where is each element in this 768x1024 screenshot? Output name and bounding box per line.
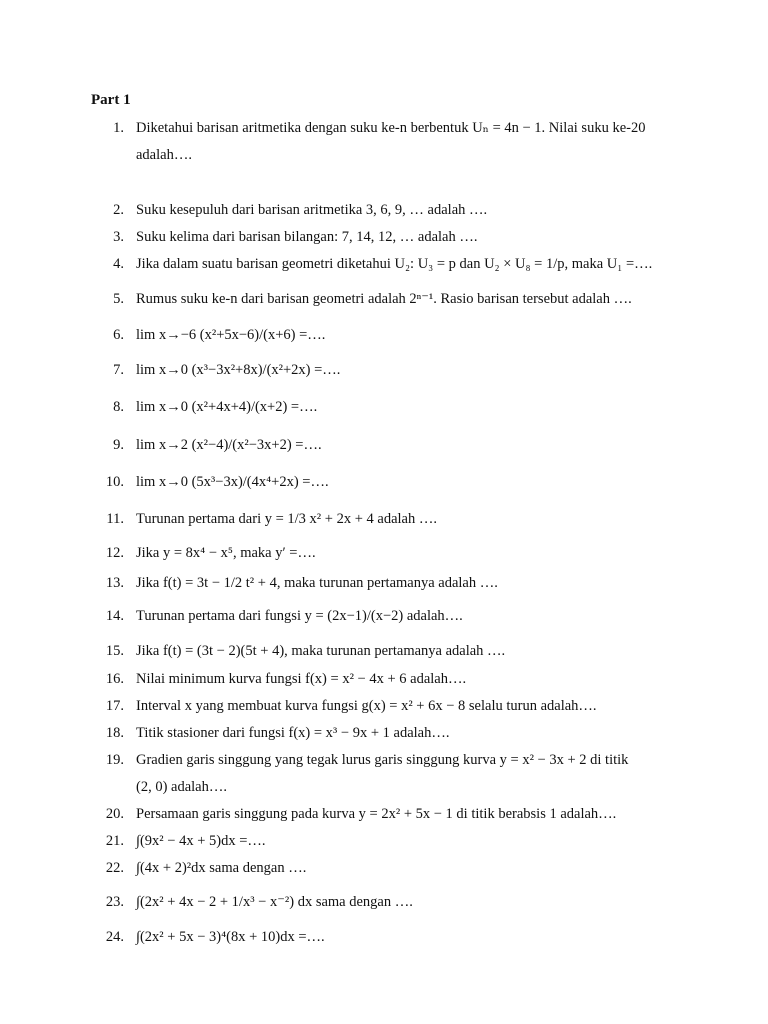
question-number: 12. — [105, 545, 124, 561]
question-number: 11. — [106, 511, 124, 527]
question-text: Gradien garis singgung yang tegak lurus garis singgung kurva y = x² − 3x + 2 di titik — [136, 752, 629, 768]
question-number: 3. — [113, 229, 124, 245]
question-item — [0, 608, 768, 630]
question-item — [0, 894, 768, 916]
question-number: 18. — [105, 725, 124, 741]
question-item — [0, 725, 768, 747]
question-item — [0, 575, 768, 597]
question-text: lim x→0 (x³−3x²+8x)/(x²+2x) =…. — [136, 362, 341, 378]
question-text: ∫(2x² + 5x − 3)⁴(8x + 10)dx =…. — [136, 929, 325, 945]
question-number: 21. — [105, 833, 124, 849]
question-number: 14. — [105, 608, 124, 624]
question-text: Jika y = 8x⁴ − x⁵, maka y′ =…. — [136, 545, 316, 561]
question-item — [0, 256, 768, 278]
question-item — [0, 643, 768, 665]
question-number: 20. — [105, 806, 124, 822]
question-number: 15. — [105, 643, 124, 659]
question-item — [0, 671, 768, 693]
question-text: ∫(4x + 2)²dx sama dengan …. — [136, 860, 307, 876]
question-item — [0, 202, 768, 224]
question-item — [0, 399, 768, 421]
question-text: lim x→0 (x²+4x+4)/(x+2) =…. — [136, 399, 318, 415]
question-item — [0, 698, 768, 720]
question-text: Jika f(t) = 3t − 1/2 t² + 4, maka turunan pertamanya adalah …. — [136, 575, 498, 591]
question-item — [0, 291, 768, 313]
question-text: Persamaan garis singgung pada kurva y = 2x² + 5x − 1 di titik berabsis 1 adalah…. — [136, 806, 617, 822]
question-number: 8. — [113, 399, 124, 415]
question-number: 10. — [105, 474, 124, 490]
question-item — [0, 327, 768, 349]
question-item — [0, 860, 768, 882]
question-text: Suku kelima dari barisan bilangan: 7, 14, 12, … adalah …. — [136, 229, 478, 245]
question-text: lim x→0 (5x³−3x)/(4x⁴+2x) =…. — [136, 474, 329, 490]
question-number: 17. — [105, 698, 124, 714]
question-text: Interval x yang membuat kurva fungsi g(x) = x² + 6x − 8 selalu turun adalah…. — [136, 698, 597, 714]
question-number: 16. — [105, 671, 124, 687]
question-item — [0, 120, 768, 163]
question-number: 2. — [113, 202, 124, 218]
question-number: 7. — [113, 362, 124, 378]
question-number: 22. — [105, 860, 124, 876]
question-item — [0, 229, 768, 251]
question-item — [0, 752, 768, 795]
question-item — [0, 511, 768, 533]
question-text: lim x→−6 (x²+5x−6)/(x+6) =…. — [136, 327, 326, 343]
question-number: 4. — [113, 256, 124, 272]
question-text: Titik stasioner dari fungsi f(x) = x³ − 9x + 1 adalah…. — [136, 725, 450, 741]
question-text: Diketahui barisan aritmetika dengan suku ke-n berbentuk Uₙ = 4n − 1. Nilai suku ke-20 — [136, 120, 646, 136]
question-text: Jika dalam suatu barisan geometri diketahui U₂: U₃ = p dan U₂ × U₈ = 1/p, maka U₁ =…. — [136, 256, 653, 272]
question-item — [0, 833, 768, 855]
question-item — [0, 929, 768, 951]
question-text-continuation: (2, 0) adalah…. — [136, 779, 227, 795]
question-text: Turunan pertama dari fungsi y = (2x−1)/(x−2) adalah…. — [136, 608, 463, 624]
question-number: 9. — [113, 437, 124, 453]
question-text: Suku kesepuluh dari barisan aritmetika 3, 6, 9, … adalah …. — [136, 202, 488, 218]
question-text: Jika f(t) = (3t − 2)(5t + 4), maka turunan pertamanya adalah …. — [136, 643, 506, 659]
question-number: 1. — [113, 120, 124, 136]
question-item — [0, 437, 768, 459]
question-item — [0, 474, 768, 496]
question-number: 13. — [105, 575, 124, 591]
question-text: Rumus suku ke-n dari barisan geometri adalah 2ⁿ⁻¹. Rasio barisan tersebut adalah …. — [136, 291, 632, 307]
question-number: 6. — [113, 327, 124, 343]
question-number: 23. — [105, 894, 124, 910]
question-text-continuation: adalah…. — [136, 147, 192, 163]
question-text: Nilai minimum kurva fungsi f(x) = x² − 4x + 6 adalah…. — [136, 671, 467, 687]
question-item — [0, 806, 768, 828]
question-item — [0, 362, 768, 384]
question-number: 5. — [113, 291, 124, 307]
part-title: Part 1 — [91, 92, 131, 108]
question-text: ∫(9x² − 4x + 5)dx =…. — [136, 833, 266, 849]
question-number: 19. — [105, 752, 124, 768]
question-number: 24. — [105, 929, 124, 945]
question-text: Turunan pertama dari y = 1/3 x² + 2x + 4 adalah …. — [136, 511, 437, 527]
question-text: lim x→2 (x²−4)/(x²−3x+2) =…. — [136, 437, 322, 453]
question-text: ∫(2x² + 4x − 2 + 1/x³ − x⁻²) dx sama dengan …. — [136, 894, 413, 910]
question-item — [0, 545, 768, 567]
